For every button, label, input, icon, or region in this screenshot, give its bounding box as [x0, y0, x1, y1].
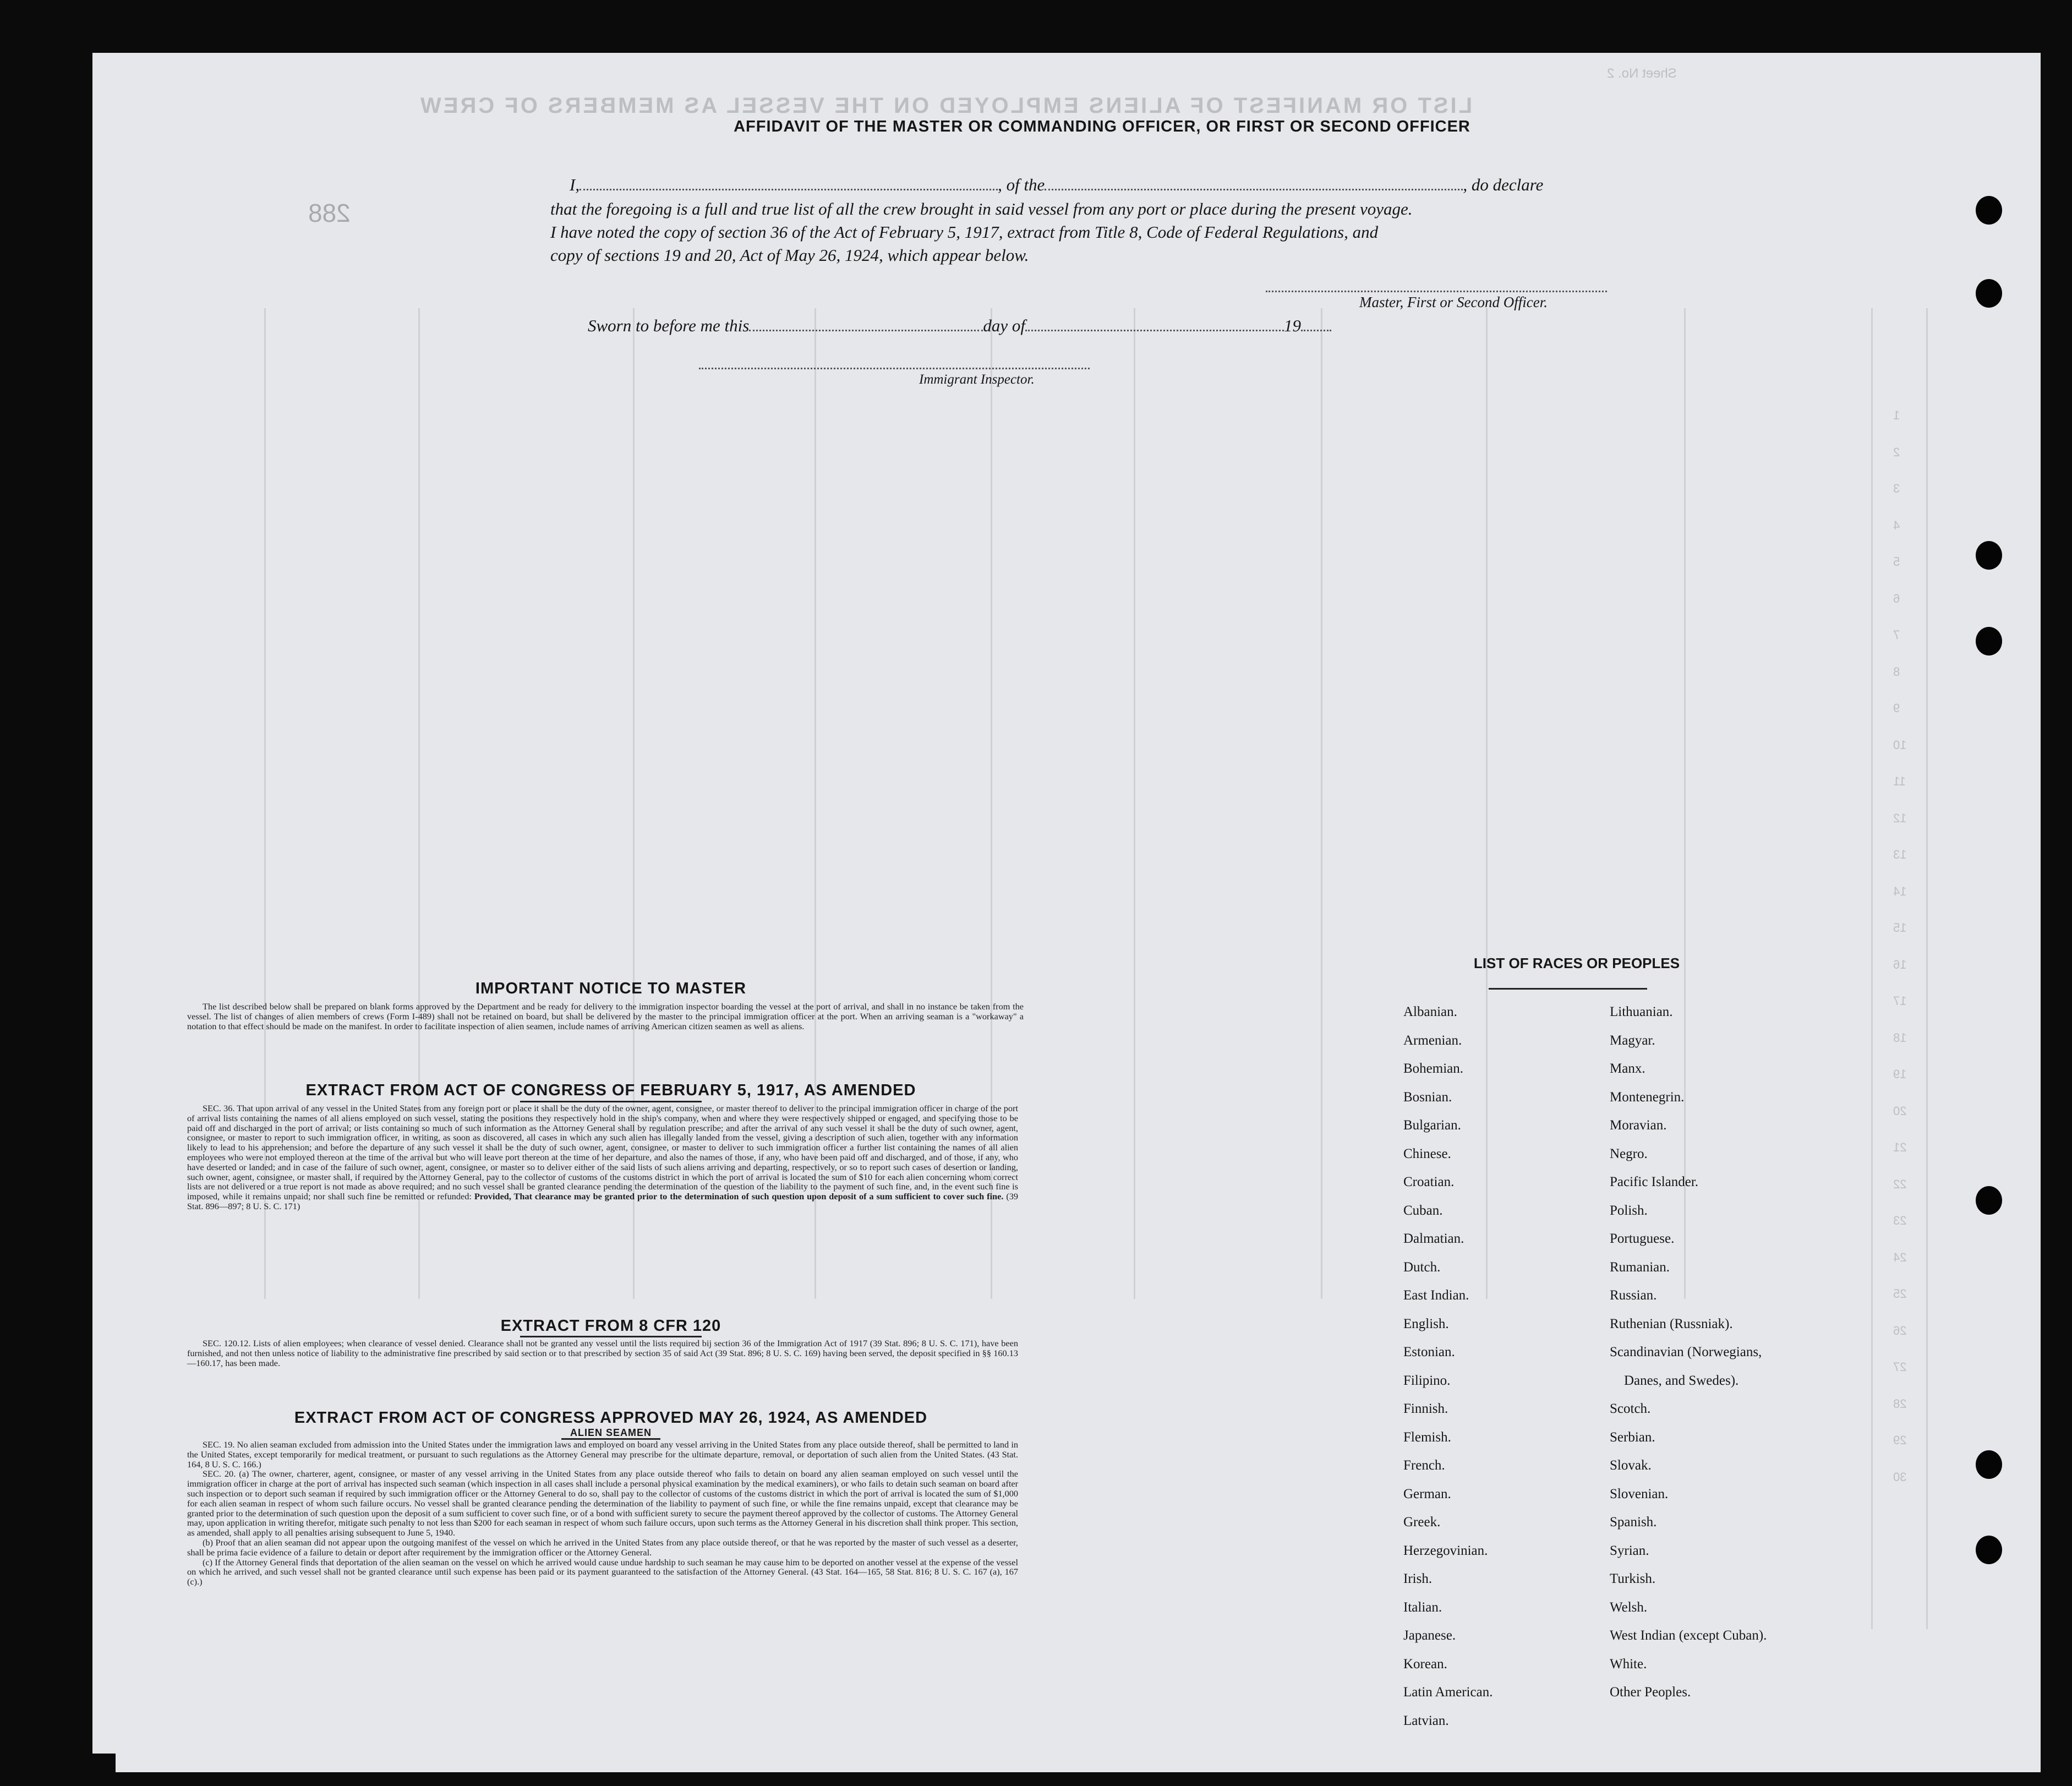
affidavit-title: AFFIDAVIT OF THE MASTER OR COMMANDING OFFICER, OR FIRST OR SECOND OFFICER: [734, 118, 1470, 135]
race-item: Croatian.: [1403, 1175, 1455, 1189]
affidavit-i: I,: [570, 175, 580, 194]
race-item: Finnish.: [1403, 1401, 1448, 1416]
race-item: Scotch.: [1610, 1401, 1651, 1416]
races-column-1: [1403, 1004, 1493, 1741]
race-item: East Indian.: [1403, 1288, 1469, 1303]
bleed-row-number: 6: [1893, 591, 1900, 605]
bleed-row-number: 9: [1893, 701, 1900, 715]
bleed-row-number: 12: [1893, 811, 1907, 825]
bleed-row-number: 19: [1893, 1067, 1907, 1081]
bleed-row-number: 30: [1893, 1470, 1907, 1484]
bleed-row-number: 27: [1893, 1360, 1907, 1374]
race-item: Dutch.: [1403, 1259, 1441, 1275]
bleed-row-number: 5: [1893, 555, 1900, 569]
affidavit-line-3: I have noted the copy of section 36 of the Act of February 5, 1917, extract from Title 8, Code of Federal Regulations, and: [550, 222, 1379, 242]
bleed-row-number: 20: [1893, 1104, 1907, 1118]
affidavit-line-1: [570, 175, 1626, 195]
race-item: Chinese.: [1403, 1146, 1451, 1161]
race-item: Bohemian.: [1403, 1061, 1464, 1076]
race-item: White.: [1610, 1656, 1647, 1672]
bleed-row-number: 1: [1893, 408, 1900, 422]
extract-cfr-rule: [520, 1336, 702, 1337]
affidavit-line-2: that the foregoing is a full and true list of all the crew brought in said vessel from any port or place during the present voyage.: [550, 199, 1413, 219]
sworn-day-blank: [749, 316, 983, 331]
bleed-row-number: 28: [1893, 1396, 1907, 1411]
race-item: Turkish.: [1610, 1571, 1656, 1586]
master-label: Master, First or Second Officer.: [1359, 294, 1548, 310]
punch-hole: [1976, 1186, 2002, 1215]
extract-1917-rule: [520, 1101, 702, 1102]
race-item: Slovak.: [1610, 1458, 1652, 1473]
extract-cfr-title: EXTRACT FROM 8 CFR 120: [500, 1317, 721, 1335]
day-of-text: day of: [983, 316, 1025, 335]
extract-1917-text: SEC. 36. That upon arrival of any vessel in the United States from any foreign port or place it shall be the duty of the owner, agent, consignee, or master thereof to deliver to the principal immigration officer in charge of the port of arrival lists containing the names of all aliens employed on such vessel, stating the positions they respectively hold in the ship's company, when and where they were respectively shipped or engaged, and specifying those to be paid off and discharged in the port of arrival; or lists containing so much of such information as the Attorney General shall by regulation prescribe; and after the arrival of any such vessel it shall be the duty of such owner, agent, consignee, or master to report to such immigration officer, in writing, as soon as discovered, all cases in which any such alien has illegally landed from the vessel, giving a description of such alien, together with any information likely to lead to his apprehension; and before the departure of any such vessel it shall be the duty of such owner, agent, consignee, or master to deliver to such immigration officer a further list containing the names of all alien employees who were not employed thereon at the time of the arrival but who will leave port thereon at the time of her departure, and also the names of those, if any, who have been paid off and discharged, and of those, if any, who have deserted or landed; and in case of the failure of such owner, agent, consignee, or master so to deliver either of the said lists of such aliens arriving and departing, respectively, or so to report such cases of desertion or landing, such owner, agent, consignee, or master shall, if required by the Attorney General, pay to the collector of customs of the customs district in which the port of arrival is located the sum of $10 for each alien concerning whom correct lists are not delivered or a true report is not made as above required; and no such vessel shall be granted clearance pending the determination of the question of the liability to the payment of such fine, and, in the event such fine is imposed, while it remains unpaid; nor shall such fine be remitted or refunded: Provided, That clearance may be granted prior to the determination of such question upon deposit of a sum sufficient to cover such fine. (39 Stat. 896—897; 8 U. S. C. 171): [187, 1103, 1019, 1211]
race-item: Pacific Islander.: [1610, 1175, 1699, 1189]
bleed-row-number: 11: [1893, 774, 1906, 788]
name-blank: [579, 176, 998, 190]
race-item: Moravian.: [1610, 1118, 1667, 1133]
document-sheet-edge: [116, 1734, 2041, 1772]
race-item: West Indian (except Cuban).: [1610, 1628, 1767, 1643]
race-item: Filipino.: [1403, 1373, 1451, 1388]
bleed-row-number: 21: [1893, 1140, 1907, 1154]
affidavit-line-4: copy of sections 19 and 20, Act of May 26, 1924, which appear below.: [550, 245, 1029, 265]
sworn-text: Sworn to before me this: [588, 316, 750, 335]
race-item: Other Peoples.: [1610, 1685, 1691, 1700]
bleed-row-number: 10: [1893, 738, 1907, 752]
race-item: English.: [1403, 1316, 1449, 1331]
race-item: Slovenian.: [1610, 1486, 1669, 1501]
races-title-rule: [1489, 988, 1647, 990]
bleed-row-number: 14: [1893, 884, 1907, 898]
race-item: Korean.: [1403, 1656, 1447, 1672]
bleed-column-line: [1321, 308, 1322, 1299]
extract-1924-title: EXTRACT FROM ACT OF CONGRESS APPROVED MAY 26, 1924, AS AMENDED: [294, 1409, 928, 1427]
bleed-row-number: 2: [1893, 445, 1900, 459]
master-signature-line: [1266, 291, 1607, 292]
extract-1917-title: EXTRACT FROM ACT OF CONGRESS OF FEBRUARY 5, 1917, AS AMENDED: [305, 1082, 916, 1099]
bleed-sheet-no: Sheet No. 2: [1607, 66, 1677, 81]
bleed-row-number: 22: [1893, 1177, 1907, 1191]
bleed-row-number: 3: [1893, 482, 1900, 495]
bleed-row-number: 16: [1893, 957, 1907, 971]
bleed-row-number: 7: [1893, 628, 1900, 642]
race-item: Scandinavian (Norwegians,: [1610, 1345, 1762, 1359]
bleed-row-number: 29: [1893, 1433, 1907, 1447]
affidavit-declare: , do declare: [1463, 175, 1544, 194]
race-item: Portuguese.: [1610, 1231, 1675, 1246]
punch-hole: [1976, 627, 2002, 656]
bleed-row-number: 18: [1893, 1030, 1907, 1045]
bleed-column-line: [1926, 308, 1928, 1629]
race-item: Magyar.: [1610, 1033, 1655, 1048]
bleed-row-number: 15: [1893, 921, 1907, 935]
race-item: Rumanian.: [1610, 1259, 1670, 1275]
race-item: German.: [1403, 1486, 1451, 1501]
races-title: LIST OF RACES OR PEOPLES: [1473, 955, 1680, 971]
race-item: Negro.: [1610, 1146, 1648, 1161]
race-item: Latin American.: [1403, 1685, 1493, 1700]
race-item: French.: [1403, 1458, 1445, 1473]
bleed-column-line: [1134, 308, 1135, 1299]
punch-hole: [1976, 1450, 2002, 1479]
bleed-row-number: 23: [1893, 1214, 1907, 1227]
vessel-blank: [1045, 176, 1463, 190]
race-item: Albanian.: [1403, 1004, 1457, 1019]
bleed-row-number: 24: [1893, 1250, 1907, 1264]
race-item: Cuban.: [1403, 1203, 1443, 1218]
year-prefix: 19: [1283, 316, 1301, 335]
race-item: Flemish.: [1403, 1429, 1451, 1445]
race-item: Italian.: [1403, 1599, 1442, 1615]
sworn-month-blank: [1025, 316, 1284, 331]
punch-hole: [1976, 279, 2002, 308]
race-item: Polish.: [1610, 1203, 1648, 1218]
sworn-line: [588, 316, 1413, 336]
race-item: Irish.: [1403, 1571, 1433, 1586]
race-item: Serbian.: [1610, 1429, 1655, 1445]
inspector-label: Immigrant Inspector.: [919, 372, 1035, 387]
race-item: Japanese.: [1403, 1628, 1456, 1643]
inspector-signature-line: [699, 368, 1090, 369]
bleed-number: 288: [308, 199, 351, 227]
bleed-column-line: [1871, 308, 1873, 1629]
bleed-title: LIST OR MANIFEST OF ALIENS EMPLOYED ON THE VESSEL AS MEMBERS OF CREW: [418, 94, 1473, 118]
bleed-row-number: 17: [1893, 994, 1907, 1008]
bleed-row-number: 8: [1893, 664, 1900, 679]
alien-seamen-subtitle: ALIEN SEAMEN: [570, 1427, 652, 1438]
races-column-2: [1610, 1004, 1767, 1713]
race-item: Lithuanian.: [1610, 1004, 1673, 1019]
race-item: Ruthenian (Russniak).: [1610, 1316, 1733, 1331]
punch-hole: [1976, 1536, 2002, 1564]
bleed-row-number: 4: [1893, 518, 1900, 532]
punch-hole: [1976, 196, 2002, 225]
race-item: Bulgarian.: [1403, 1118, 1461, 1133]
race-item: Dalmatian.: [1403, 1231, 1464, 1246]
punch-hole: [1976, 541, 2002, 570]
bleed-row-number: 25: [1893, 1287, 1907, 1301]
race-item: Welsh.: [1610, 1599, 1648, 1615]
race-item: Armenian.: [1403, 1033, 1462, 1048]
race-item: Manx.: [1610, 1061, 1645, 1076]
race-item: Herzegovinian.: [1403, 1543, 1488, 1558]
extract-1924-text: SEC. 19. No alien seaman excluded from admission into the United States under the immigration laws and employed on board any vessel arriving in the United States from any place outside thereof, shall be permitted to land in the United States, except temporarily for medical treatment, or pursuant to such regulations as the Attorney General may prescribe for the ultimate departure, removal, or deportation of such alien from the United States. (43 Stat. 164, 8 U. S. C. 166.) SEC. 20. (a) The owner, charterer, agent, consignee, or master of any vessel arriving in the United States from any place outside thereof who fails to detain on board any alien seaman employed on such vessel until the immigration officer in charge at the port of arrival has inspected such seaman (which inspection in all cases shall include a personal physical examination by the medical examiners), or who fails to detain such seaman on board after such inspection or to deport such seaman if required by such immigration officer or the Attorney General to do so, shall pay to the collector of customs of the customs district in which the port of arrival is located the sum of $1,000 for each alien seaman in respect of whom such failure occurs. No vessel shall be granted clearance pending the determination of the liability to payment of such fine, or while the fine remains unpaid, except that clearance may be granted prior to the determination of such question upon the deposit of a sum sufficient to cover such fine, or of a bond with sufficient surety to secure the payment thereof approved by the collector of customs. The Attorney General may, upon application in writing therefor, mitigate such penalty to not less than $200 for each seaman in respect of whom such failure occurs, upon such terms as the Attorney General in his discretion shall think proper. This section, as amended, shall apply to all penalties arising subsequent to June 5, 1940. (b) Proof that an alien seaman did not appear upon the outgoing manifest of the vessel on which he arrived in the United States from any place outside thereof, or that he was reported by the master of such vessel as a deserter, shall be prima facie evidence of a failure to detain or deport after requirement by the immigration officer or the Attorney General. (c) If the Attorney General finds that deportation of the alien seaman on the vessel on which he arrived would cause undue hardship to such seaman he may cause him to be deported on another vessel at the expense of the vessel on which he arrived, and such vessel shall not be granted clearance until such expense has been paid or its payment guaranteed to the satisfaction of the Attorney General. (43 Stat. 164—165, 58 Stat. 816; 8 U. S. C. 167 (a), 167 (c).): [187, 1439, 1018, 1587]
race-item: Latvian.: [1403, 1713, 1449, 1728]
race-item: Greek.: [1403, 1515, 1441, 1530]
bleed-row-number: 13: [1893, 848, 1907, 861]
race-item: Estonian.: [1403, 1345, 1455, 1359]
affidavit-of-the: , of the: [998, 175, 1045, 194]
extract-cfr-text: SEC. 120.12. Lists of alien employees; when clearance of vessel denied. Clearance shall not be granted any vessel until the lists required bij section 36 of the Immigration Act of 1917 (39 Stat. 896; 8 U. S. C. 171), have been furnished, and not then unless notice of liability to the administrative fine prescribed by said section or to that prescribed by section 35 of said Act (39 Stat. 896; 8 U. S. C. 169) having been served, the deposit specified in §§ 160.13—160.17, has been made.: [187, 1338, 1018, 1368]
race-item: Spanish.: [1610, 1515, 1657, 1530]
notice-title: IMPORTANT NOTICE TO MASTER: [475, 980, 747, 997]
notice-text: The list described below shall be prepared on blank forms approved by the Department and be ready for delivery to the immigration inspector boarding the vessel at the port of arrival, and shall in no instance be taken from the vessel. The list of changes of alien members of crews (Form I-489) shall not be retained on board, but shall be delivered by the master to the principal immigration officer at the port. When an arriving seaman is a "workaway" a notation to that effect should be made on the manifest. In order to facilitate inspection of alien seamen, include names of arriving American citizen seamen as well as aliens.: [187, 1001, 1024, 1031]
race-item: Bosnian.: [1403, 1089, 1452, 1105]
bleed-row-number: 26: [1893, 1323, 1907, 1337]
race-item: Danes, and Swedes).: [1624, 1373, 1739, 1388]
year-blank: [1301, 316, 1331, 331]
race-item: Russian.: [1610, 1288, 1657, 1303]
race-item: Montenegrin.: [1610, 1089, 1685, 1105]
race-item: Syrian.: [1610, 1543, 1649, 1558]
